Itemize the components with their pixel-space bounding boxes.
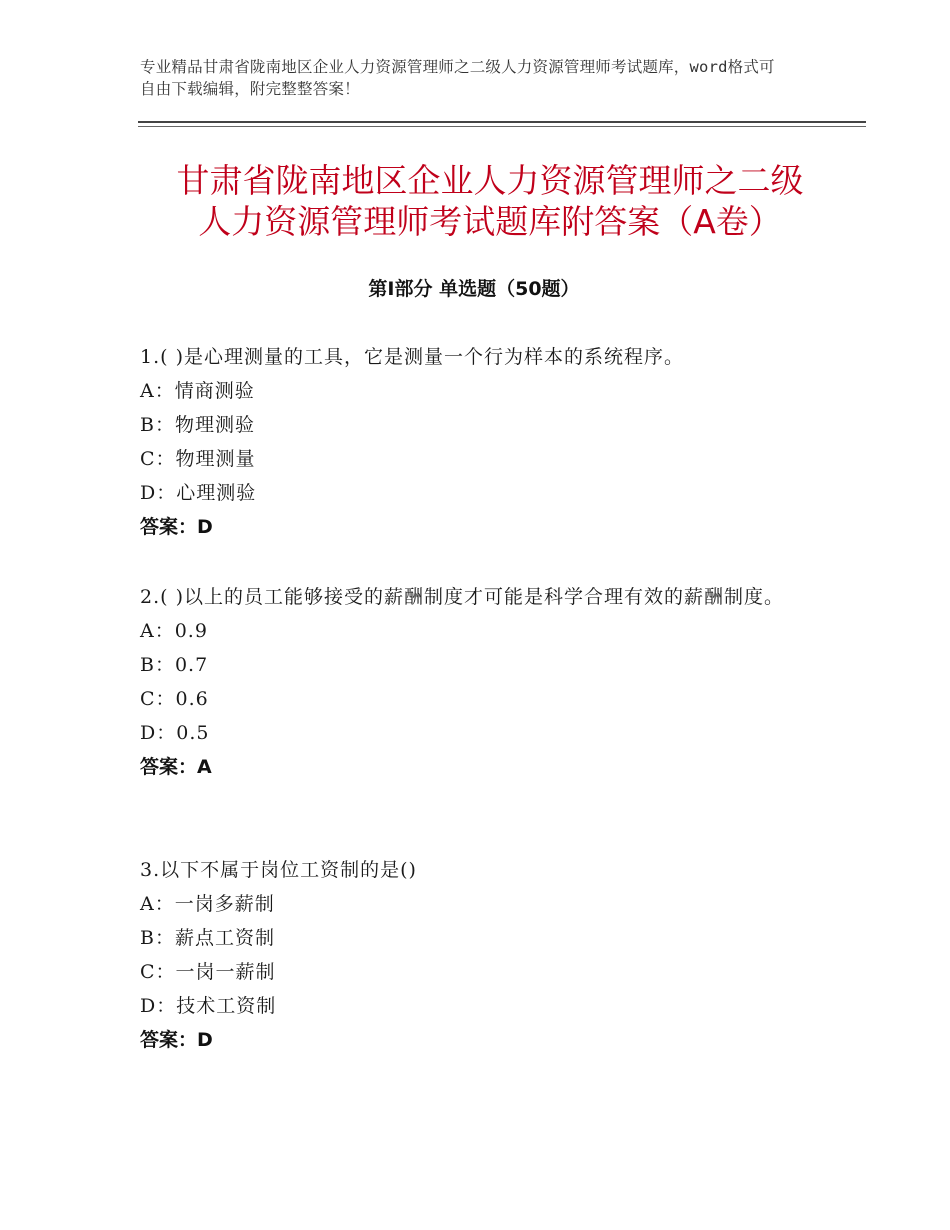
- header-note: 专业精品甘肃省陇南地区企业人力资源管理师之二级人力资源管理师考试题库，word格式可自由下载编辑，附完整整答案！: [140, 58, 775, 98]
- section-title: 第Ⅰ部分 单选题（50题）: [368, 278, 580, 300]
- answer: 答案：A: [140, 756, 212, 778]
- option-a: A：0.9: [140, 620, 208, 642]
- document-title-line-1: 甘肃省陇南地区企业人力资源管理师之二级: [176, 161, 804, 200]
- question-3: [140, 853, 810, 1057]
- answer: 答案：D: [140, 516, 213, 538]
- question-text: 1.( )是心理测量的工具，它是测量一个行为样本的系统程序。: [140, 346, 684, 368]
- answer: 答案：D: [140, 1029, 213, 1051]
- question-1: [140, 340, 810, 544]
- option-c: C：0.6: [140, 688, 209, 710]
- question-text: 3.以下不属于岗位工资制的是(): [140, 859, 417, 881]
- option-b: B：0.7: [140, 654, 209, 676]
- option-d: D：0.5: [140, 722, 210, 744]
- option-a: A：情商测验: [140, 380, 255, 402]
- document-title-line-2: 人力资源管理师考试题库附答案（A卷）: [198, 202, 782, 241]
- option-d: D：心理测验: [140, 482, 257, 504]
- option-c: C：一岗一薪制: [140, 961, 276, 983]
- question-2: [140, 580, 810, 784]
- header-divider-thin: [138, 126, 866, 127]
- option-b: B：物理测验: [140, 414, 255, 436]
- header-divider-thick: [138, 121, 866, 123]
- option-d: D：技术工资制: [140, 995, 277, 1017]
- question-text: 2.( )以上的员工能够接受的薪酬制度才可能是科学合理有效的薪酬制度。: [140, 586, 784, 608]
- option-b: B：薪点工资制: [140, 927, 275, 949]
- option-c: C：物理测量: [140, 448, 256, 470]
- document-title: [140, 160, 840, 242]
- option-a: A：一岗多薪制: [140, 893, 275, 915]
